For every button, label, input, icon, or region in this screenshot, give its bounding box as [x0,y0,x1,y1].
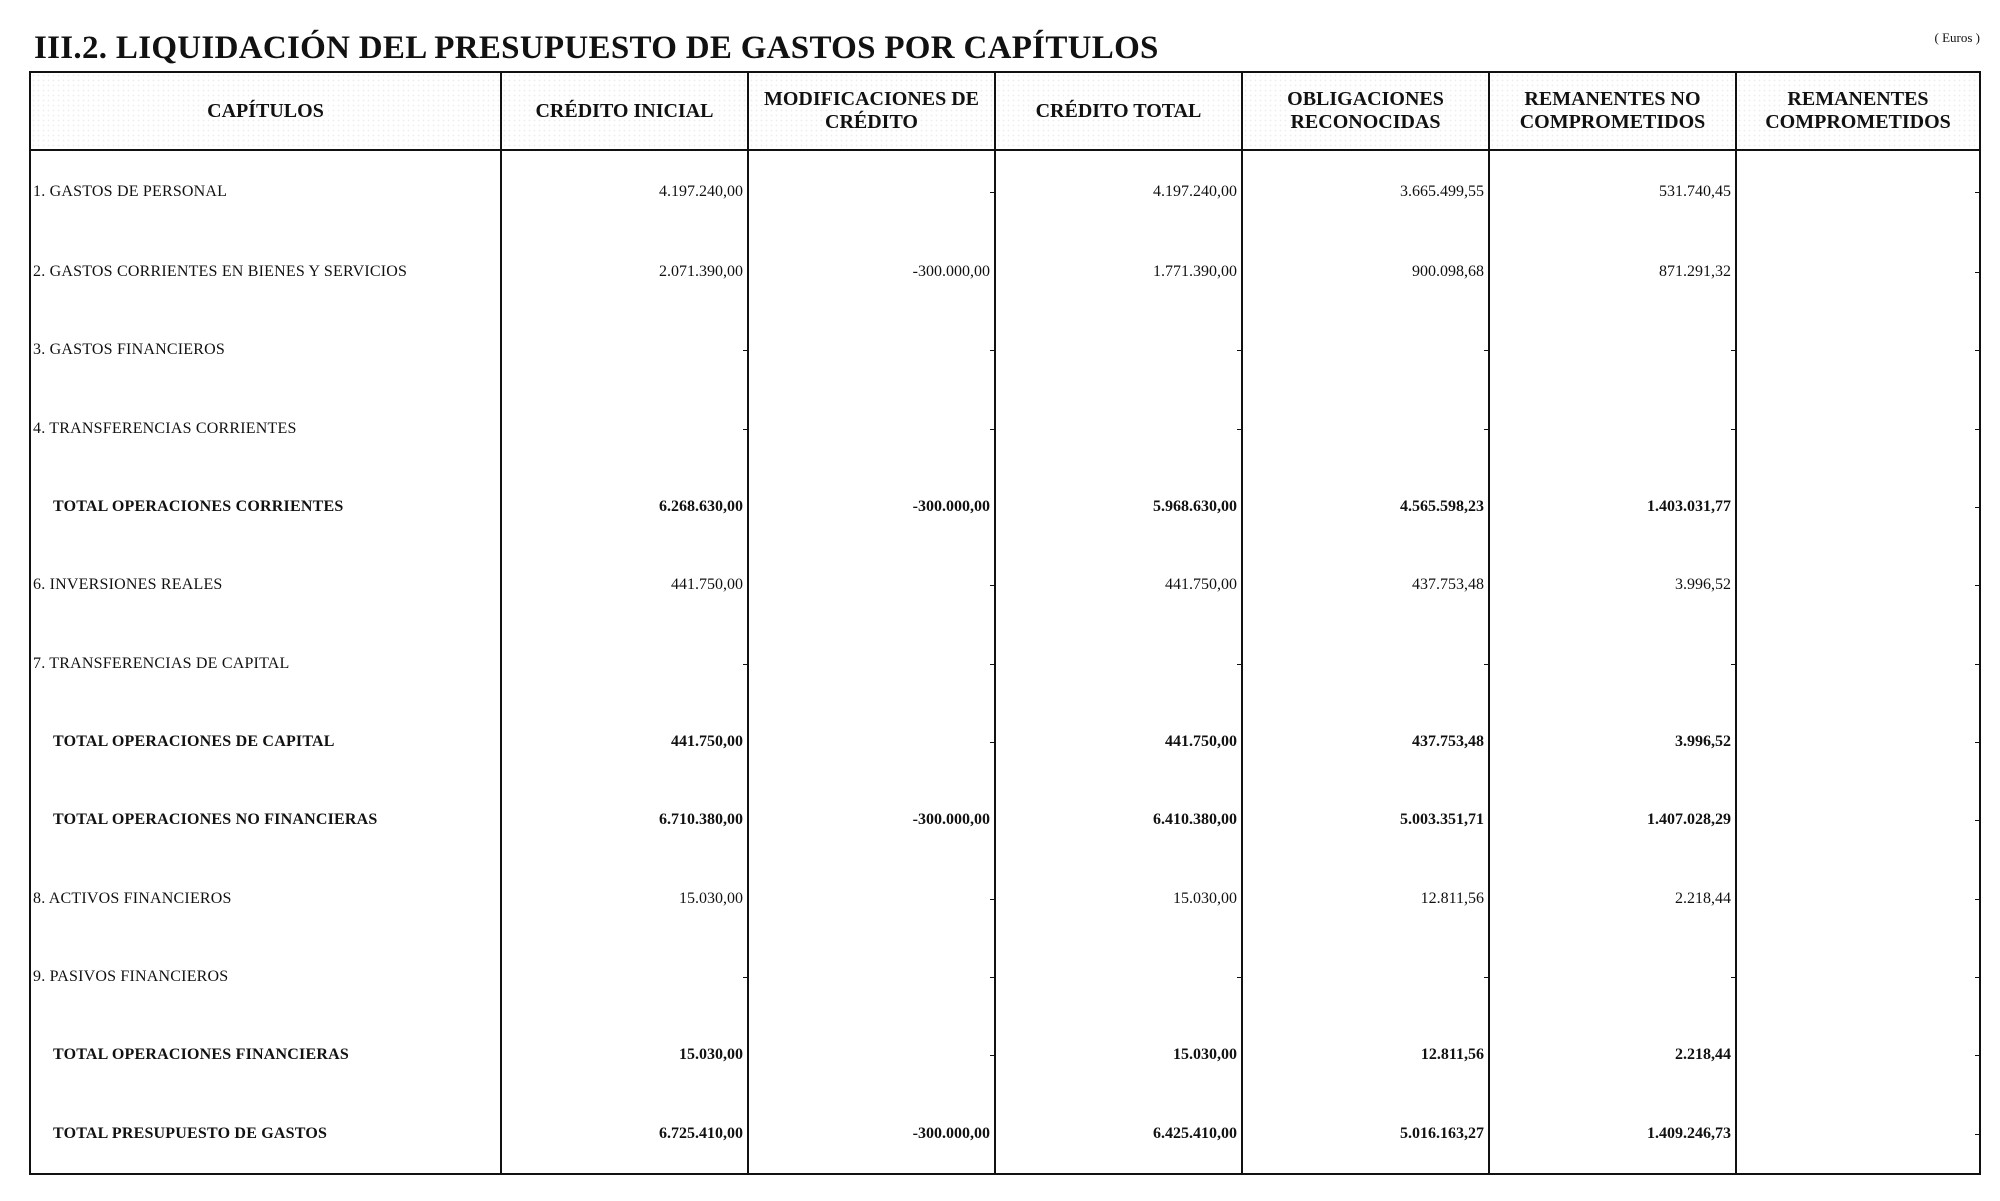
cell-remanentes-no-comprometidos [1489,150,1736,233]
cell-value: 2.218,44 [1675,1046,1731,1064]
cell-credito-inicial [501,781,748,859]
cell-remanentes-comprometidos [1736,233,1979,311]
table-row [31,311,1979,389]
row-label: 7. TRANSFERENCIAS DE CAPITAL [31,624,501,702]
row-label: TOTAL OPERACIONES NO FINANCIERAS [31,781,501,859]
empty-dash [1975,1134,1980,1135]
cell-value: -300.000,00 [912,262,990,280]
cell-obligaciones [1242,859,1489,937]
cell-obligaciones [1242,468,1489,546]
budget-table-frame [29,71,1981,1175]
cell-credito-total [995,233,1242,311]
cell-value: 15.030,00 [679,889,743,907]
cell-value: 3.665.499,55 [1400,182,1484,200]
cell-credito-total [995,311,1242,389]
cell-value: 15.030,00 [679,1046,743,1064]
cell-modificaciones [748,1094,995,1173]
cell-value: 441.750,00 [1165,732,1237,750]
empty-dash [1975,429,1980,430]
cell-obligaciones [1242,1016,1489,1094]
cell-obligaciones [1242,389,1489,467]
cell-modificaciones [748,781,995,859]
cell-modificaciones [748,389,995,467]
empty-dash [1975,1055,1980,1056]
table-row [31,781,1979,859]
cell-obligaciones [1242,233,1489,311]
cell-value: -300.000,00 [912,497,990,515]
cell-modificaciones [748,150,995,233]
cell-credito-inicial [501,624,748,702]
table-row [31,389,1979,467]
cell-remanentes-no-comprometidos [1489,546,1736,624]
table-row [31,1094,1979,1173]
cell-value: 3.996,52 [1675,576,1731,594]
cell-value: 1.407.028,29 [1647,811,1731,829]
cell-credito-inicial [501,1094,748,1173]
cell-credito-total [995,150,1242,233]
cell-credito-total [995,546,1242,624]
cell-value: 441.750,00 [671,576,743,594]
cell-value: 6.425.410,00 [1153,1124,1237,1142]
cell-value: 5.968.630,00 [1153,497,1237,515]
table-row [31,150,1979,233]
empty-dash [1975,507,1980,508]
page-title: III.2. LIQUIDACIÓN DEL PRESUPUESTO DE GASTOS POR CAPÍTULOS [34,30,1159,66]
cell-value: 1.771.390,00 [1153,262,1237,280]
cell-obligaciones [1242,703,1489,781]
cell-credito-inicial [501,311,748,389]
empty-dash [1975,350,1980,351]
cell-value: 900.098,68 [1412,262,1484,280]
cell-value: 12.811,56 [1420,889,1484,907]
cell-value: 441.750,00 [1165,576,1237,594]
cell-credito-inicial [501,233,748,311]
cell-remanentes-no-comprometidos [1489,1094,1736,1173]
cell-credito-total [995,938,1242,1016]
cell-credito-inicial [501,938,748,1016]
cell-value: 6.268.630,00 [659,497,743,515]
row-label: 3. GASTOS FINANCIEROS [31,311,501,389]
cell-credito-inicial [501,703,748,781]
header-modificaciones: MODIFICACIONES DE CRÉDITO [748,73,995,150]
cell-value: 3.996,52 [1675,732,1731,750]
cell-modificaciones [748,233,995,311]
cell-remanentes-comprometidos [1736,468,1979,546]
cell-remanentes-no-comprometidos [1489,468,1736,546]
empty-dash [1975,820,1980,821]
table-row [31,233,1979,311]
cell-credito-inicial [501,859,748,937]
cell-remanentes-no-comprometidos [1489,938,1736,1016]
table-row [31,859,1979,937]
cell-value: 2.218,44 [1675,889,1731,907]
cell-value: 5.003.351,71 [1400,811,1484,829]
table-row [31,468,1979,546]
cell-credito-total [995,781,1242,859]
cell-credito-total [995,468,1242,546]
row-label: 9. PASIVOS FINANCIEROS [31,938,501,1016]
cell-obligaciones [1242,781,1489,859]
cell-credito-total [995,859,1242,937]
cell-remanentes-no-comprometidos [1489,389,1736,467]
cell-obligaciones [1242,150,1489,233]
cell-credito-total [995,1094,1242,1173]
units-label: ( Euros ) [1934,30,1980,45]
cell-value: 871.291,32 [1659,262,1731,280]
row-label: TOTAL PRESUPUESTO DE GASTOS [31,1094,501,1173]
cell-value: 15.030,00 [1173,889,1237,907]
cell-remanentes-comprometidos [1736,859,1979,937]
table-row [31,703,1979,781]
cell-remanentes-no-comprometidos [1489,703,1736,781]
cell-remanentes-comprometidos [1736,781,1979,859]
header-row [31,73,1979,150]
cell-value: 4.197.240,00 [1153,182,1237,200]
cell-remanentes-no-comprometidos [1489,781,1736,859]
row-label: 6. INVERSIONES REALES [31,546,501,624]
empty-dash [1975,977,1980,978]
cell-credito-inicial [501,468,748,546]
cell-modificaciones [748,624,995,702]
cell-remanentes-comprometidos [1736,1094,1979,1173]
cell-value: 5.016.163,27 [1400,1124,1484,1142]
row-label: 4. TRANSFERENCIAS CORRIENTES [31,389,501,467]
cell-value: -300.000,00 [912,811,990,829]
cell-value: 6.410.380,00 [1153,811,1237,829]
cell-obligaciones [1242,546,1489,624]
cell-value: -300.000,00 [912,1124,990,1142]
cell-value: 441.750,00 [671,732,743,750]
empty-dash [1975,585,1980,586]
cell-modificaciones [748,468,995,546]
table-row [31,938,1979,1016]
cell-value: 6.725.410,00 [659,1124,743,1142]
cell-obligaciones [1242,311,1489,389]
empty-dash [1975,742,1980,743]
empty-dash [1975,664,1980,665]
cell-credito-total [995,1016,1242,1094]
cell-credito-inicial [501,1016,748,1094]
cell-value: 1.403.031,77 [1647,497,1731,515]
cell-credito-total [995,389,1242,467]
cell-remanentes-no-comprometidos [1489,624,1736,702]
cell-obligaciones [1242,1094,1489,1173]
cell-credito-inicial [501,150,748,233]
cell-value: 1.409.246,73 [1647,1124,1731,1142]
header-obligaciones: OBLIGACIONES RECONOCIDAS [1242,73,1489,150]
cell-value: 437.753,48 [1412,732,1484,750]
cell-obligaciones [1242,938,1489,1016]
empty-dash [1975,899,1980,900]
cell-remanentes-no-comprometidos [1489,859,1736,937]
table-row [31,624,1979,702]
cell-value: 4.197.240,00 [659,182,743,200]
empty-dash [1975,272,1980,273]
header-remanentes-no-comprometidos: REMANENTES NO COMPROMETIDOS [1489,73,1736,150]
cell-value: 6.710.380,00 [659,811,743,829]
row-label: TOTAL OPERACIONES FINANCIERAS [31,1016,501,1094]
cell-remanentes-comprometidos [1736,311,1979,389]
cell-modificaciones [748,703,995,781]
cell-value: 531.740,45 [1659,182,1731,200]
cell-remanentes-no-comprometidos [1489,311,1736,389]
cell-credito-inicial [501,389,748,467]
cell-remanentes-no-comprometidos [1489,1016,1736,1094]
cell-remanentes-comprometidos [1736,938,1979,1016]
cell-remanentes-comprometidos [1736,703,1979,781]
row-label: 2. GASTOS CORRIENTES EN BIENES Y SERVICIOS [31,233,501,311]
cell-modificaciones [748,311,995,389]
row-label: TOTAL OPERACIONES DE CAPITAL [31,703,501,781]
cell-credito-total [995,624,1242,702]
cell-remanentes-comprometidos [1736,150,1979,233]
cell-value: 437.753,48 [1412,576,1484,594]
row-label: 8. ACTIVOS FINANCIEROS [31,859,501,937]
header-capitulos: CAPÍTULOS [31,73,501,150]
cell-modificaciones [748,1016,995,1094]
header-remanentes-comprometidos: REMANENTES COMPROMETIDOS [1736,73,1979,150]
table-row [31,1016,1979,1094]
cell-remanentes-comprometidos [1736,1016,1979,1094]
cell-value: 4.565.598,23 [1400,497,1484,515]
header-credito-total: CRÉDITO TOTAL [995,73,1242,150]
budget-table [31,73,1979,1173]
cell-remanentes-comprometidos [1736,389,1979,467]
cell-obligaciones [1242,624,1489,702]
table-row [31,546,1979,624]
cell-remanentes-no-comprometidos [1489,233,1736,311]
cell-modificaciones [748,859,995,937]
row-label: 1. GASTOS DE PERSONAL [31,150,501,233]
cell-modificaciones [748,938,995,1016]
cell-credito-total [995,703,1242,781]
cell-value: 2.071.390,00 [659,262,743,280]
cell-modificaciones [748,546,995,624]
row-label: TOTAL OPERACIONES CORRIENTES [31,468,501,546]
cell-credito-inicial [501,546,748,624]
cell-value: 15.030,00 [1173,1046,1237,1064]
cell-remanentes-comprometidos [1736,624,1979,702]
header-credito-inicial: CRÉDITO INICIAL [501,73,748,150]
empty-dash [1975,192,1980,193]
table-body [31,150,1979,1173]
cell-remanentes-comprometidos [1736,546,1979,624]
cell-value: 12.811,56 [1420,1046,1484,1064]
